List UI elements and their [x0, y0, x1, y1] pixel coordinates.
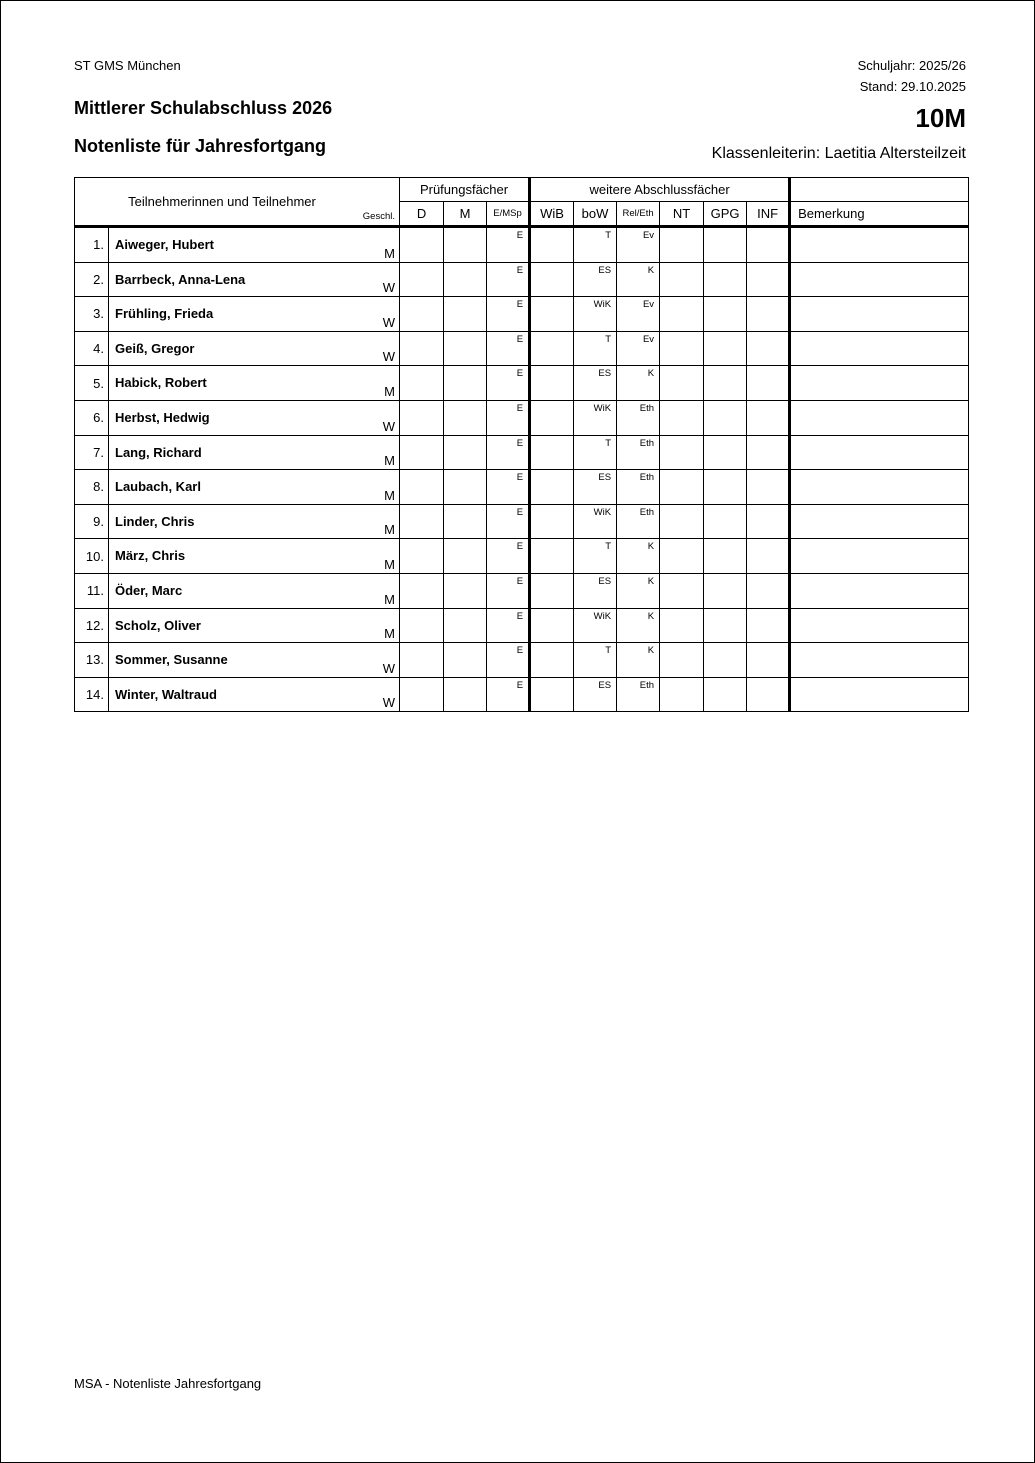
- col-bow: boW: [574, 202, 617, 227]
- grade-cell-releth[interactable]: [617, 262, 660, 297]
- bow-subject: ES: [598, 472, 612, 484]
- grade-cell-m[interactable]: [444, 227, 487, 263]
- grade-cell-d[interactable]: [400, 573, 444, 608]
- grade-cell-bow[interactable]: [574, 643, 617, 678]
- grade-cell-emsp[interactable]: [487, 262, 530, 297]
- table-header: [75, 178, 969, 227]
- grade-cell-inf[interactable]: [747, 539, 790, 574]
- grade-cell-wib[interactable]: [530, 573, 574, 608]
- exam-subjects-header: Prüfungsfächer: [400, 178, 530, 202]
- student-name-cell: [109, 573, 341, 608]
- bow-subject: T: [605, 333, 612, 345]
- grade-cell-inf[interactable]: [747, 470, 790, 505]
- emsp-subject: E: [516, 541, 524, 553]
- grade-cell-wib[interactable]: [530, 608, 574, 643]
- remark-cell[interactable]: [790, 366, 969, 401]
- row-number: 14.: [75, 677, 109, 712]
- releth-subject: K: [647, 645, 655, 657]
- student-name: Geiß, Gregor: [115, 340, 195, 356]
- student-name: Barrbeck, Anna-Lena: [115, 271, 246, 287]
- grade-cell-m[interactable]: [444, 677, 487, 712]
- class-name: 10M: [915, 103, 966, 133]
- student-name: Herbst, Hedwig: [115, 409, 210, 425]
- grade-cell-inf[interactable]: [747, 297, 790, 332]
- grade-cell-wib[interactable]: [530, 643, 574, 678]
- grade-cell-wib[interactable]: [530, 435, 574, 470]
- table-row: [75, 331, 969, 366]
- student-name-cell: [109, 677, 341, 712]
- grade-cell-gpg[interactable]: [704, 608, 747, 643]
- grade-cell-gpg[interactable]: [704, 677, 747, 712]
- grade-cell-inf[interactable]: [747, 608, 790, 643]
- grade-cell-inf[interactable]: [747, 677, 790, 712]
- student-name-cell: [109, 366, 341, 401]
- grade-cell-m[interactable]: [444, 331, 487, 366]
- grade-cell-wib[interactable]: [530, 366, 574, 401]
- grade-cell-gpg[interactable]: [704, 470, 747, 505]
- table-body: [75, 227, 969, 712]
- grade-cell-nt[interactable]: [660, 470, 704, 505]
- student-name: Aiweger, Hubert: [115, 237, 214, 252]
- grade-cell-emsp[interactable]: [487, 227, 530, 263]
- remark-cell[interactable]: [790, 262, 969, 297]
- row-number: 5.: [75, 366, 109, 401]
- remark-cell[interactable]: [790, 400, 969, 435]
- emsp-subject: E: [516, 264, 524, 276]
- student-gender: M: [384, 383, 396, 399]
- grade-cell-bow[interactable]: [574, 400, 617, 435]
- grade-cell-m[interactable]: [444, 643, 487, 678]
- grade-cell-gpg[interactable]: [704, 297, 747, 332]
- grade-cell-inf[interactable]: [747, 366, 790, 401]
- grade-cell-d[interactable]: [400, 677, 444, 712]
- student-name-cell: [109, 227, 341, 263]
- gender-cell: [341, 227, 400, 263]
- grade-cell-nt[interactable]: [660, 608, 704, 643]
- student-name-cell: [109, 608, 341, 643]
- document-subtitle: Notenliste für Jahresfortgang: [74, 136, 327, 156]
- student-name: Lang, Richard: [115, 444, 202, 460]
- gender-cell: [341, 400, 400, 435]
- releth-subject: Ev: [642, 230, 655, 241]
- row-number: 13.: [75, 643, 109, 678]
- grade-cell-bow[interactable]: [574, 470, 617, 505]
- emsp-subject: E: [516, 645, 524, 657]
- student-name-cell: [109, 262, 341, 297]
- grade-cell-bow[interactable]: [574, 227, 617, 263]
- grade-cell-gpg[interactable]: [704, 435, 747, 470]
- row-number: 2.: [75, 262, 109, 297]
- grade-cell-bow[interactable]: [574, 504, 617, 539]
- grade-cell-d[interactable]: [400, 539, 444, 574]
- bow-subject: ES: [598, 575, 612, 587]
- grade-cell-d[interactable]: [400, 297, 444, 332]
- col-nt: NT: [660, 202, 704, 227]
- remark-cell[interactable]: [790, 227, 969, 263]
- row-number: 6.: [75, 400, 109, 435]
- student-gender: M: [384, 556, 396, 572]
- student-name: Linder, Chris: [115, 513, 195, 529]
- student-name-cell: [109, 470, 341, 505]
- bow-subject: T: [605, 230, 612, 241]
- releth-subject: Eth: [639, 679, 655, 691]
- grade-cell-emsp[interactable]: [487, 470, 530, 505]
- grade-cell-d[interactable]: [400, 470, 444, 505]
- status-date: Stand: 29.10.2025: [859, 79, 966, 94]
- grade-cell-bow[interactable]: [574, 677, 617, 712]
- table-row: [75, 608, 969, 643]
- grade-cell-inf[interactable]: [747, 400, 790, 435]
- grade-cell-gpg[interactable]: [704, 539, 747, 574]
- grade-cell-inf[interactable]: [747, 435, 790, 470]
- student-gender: M: [384, 453, 396, 469]
- grade-cell-m[interactable]: [444, 504, 487, 539]
- grade-cell-emsp[interactable]: [487, 504, 530, 539]
- grade-cell-d[interactable]: [400, 504, 444, 539]
- grade-cell-bow[interactable]: [574, 366, 617, 401]
- grade-cell-releth[interactable]: [617, 470, 660, 505]
- bow-subject: WiK: [593, 299, 612, 311]
- bow-subject: T: [605, 541, 612, 553]
- grade-cell-emsp[interactable]: [487, 297, 530, 332]
- releth-subject: K: [647, 541, 655, 553]
- class-teacher: Klassenleiterin: Laetitia Altersteilzeit: [711, 145, 966, 162]
- student-name: Winter, Waltraud: [115, 686, 217, 702]
- table-row: [75, 400, 969, 435]
- grade-cell-gpg[interactable]: [704, 262, 747, 297]
- remark-cell[interactable]: [790, 677, 969, 712]
- grade-cell-releth[interactable]: [617, 435, 660, 470]
- student-gender: W: [382, 349, 396, 365]
- grade-cell-m[interactable]: [444, 435, 487, 470]
- grade-cell-gpg[interactable]: [704, 504, 747, 539]
- releth-subject: Ev: [642, 333, 655, 345]
- gender-cell: [341, 573, 400, 608]
- grade-cell-d[interactable]: [400, 608, 444, 643]
- grade-cell-nt[interactable]: [660, 677, 704, 712]
- grade-cell-bow[interactable]: [574, 608, 617, 643]
- grade-cell-nt[interactable]: [660, 331, 704, 366]
- grade-cell-wib[interactable]: [530, 677, 574, 712]
- grade-cell-wib[interactable]: [530, 227, 574, 263]
- remark-cell[interactable]: [790, 470, 969, 505]
- grade-cell-emsp[interactable]: [487, 643, 530, 678]
- col-emsp: E/MSp: [487, 202, 530, 227]
- participants-label: Teilnehmerinnen und Teilnehmer: [128, 194, 316, 209]
- table-row: [75, 573, 969, 608]
- grade-cell-bow[interactable]: [574, 539, 617, 574]
- gender-cell: [341, 677, 400, 712]
- grade-cell-wib[interactable]: [530, 400, 574, 435]
- grade-cell-gpg[interactable]: [704, 643, 747, 678]
- student-gender: W: [382, 314, 396, 330]
- bow-subject: T: [605, 437, 612, 449]
- releth-subject: Eth: [639, 472, 655, 484]
- table-row: [75, 227, 969, 263]
- table-row: [75, 539, 969, 574]
- gender-cell: [341, 262, 400, 297]
- school-year: Schuljahr: 2025/26: [857, 58, 966, 73]
- student-name-cell: [109, 435, 341, 470]
- releth-subject: Eth: [639, 402, 655, 414]
- student-name: Frühling, Frieda: [115, 306, 214, 322]
- grade-cell-emsp[interactable]: [487, 677, 530, 712]
- grade-cell-emsp[interactable]: [487, 400, 530, 435]
- emsp-subject: E: [516, 402, 524, 414]
- grade-cell-releth[interactable]: [617, 504, 660, 539]
- grade-cell-inf[interactable]: [747, 573, 790, 608]
- grade-cell-wib[interactable]: [530, 539, 574, 574]
- student-name-cell: [109, 400, 341, 435]
- col-bemerkung: Bemerkung: [790, 202, 969, 227]
- row-number: 12.: [75, 608, 109, 643]
- gender-cell: [341, 297, 400, 332]
- col-d: D: [400, 202, 444, 227]
- bow-subject: ES: [598, 679, 612, 691]
- student-gender: M: [384, 522, 396, 538]
- releth-subject: K: [647, 610, 655, 622]
- emsp-subject: E: [516, 679, 524, 691]
- gender-cell: [341, 470, 400, 505]
- gender-cell: [341, 608, 400, 643]
- row-number: 8.: [75, 470, 109, 505]
- student-name: Habick, Robert: [115, 375, 207, 391]
- grade-cell-bow[interactable]: [574, 297, 617, 332]
- grade-cell-nt[interactable]: [660, 435, 704, 470]
- grade-cell-gpg[interactable]: [704, 366, 747, 401]
- participants-header: [75, 178, 400, 227]
- bow-subject: ES: [598, 264, 612, 276]
- grade-cell-d[interactable]: [400, 331, 444, 366]
- grade-cell-inf[interactable]: [747, 262, 790, 297]
- grade-cell-nt[interactable]: [660, 227, 704, 263]
- grade-cell-releth[interactable]: [617, 227, 660, 263]
- student-gender: W: [382, 418, 396, 434]
- col-inf: INF: [747, 202, 790, 227]
- table-row: [75, 297, 969, 332]
- grade-cell-inf[interactable]: [747, 227, 790, 263]
- grade-cell-gpg[interactable]: [704, 331, 747, 366]
- grade-cell-nt[interactable]: [660, 262, 704, 297]
- grades-table: [74, 177, 969, 712]
- student-gender: W: [382, 695, 396, 711]
- grade-cell-inf[interactable]: [747, 643, 790, 678]
- table-row: [75, 470, 969, 505]
- remark-cell[interactable]: [790, 297, 969, 332]
- footer-text: MSA - Notenliste Jahresfortgang: [74, 1376, 262, 1391]
- remark-cell[interactable]: [790, 435, 969, 470]
- row-number: 1.: [75, 227, 109, 263]
- grade-cell-d[interactable]: [400, 400, 444, 435]
- student-gender: M: [384, 245, 396, 261]
- further-subjects-header: weitere Abschlussfächer: [530, 178, 790, 202]
- grade-cell-d[interactable]: [400, 262, 444, 297]
- row-number: 7.: [75, 435, 109, 470]
- bow-subject: ES: [598, 368, 612, 380]
- grade-cell-m[interactable]: [444, 573, 487, 608]
- row-number: 9.: [75, 504, 109, 539]
- remark-header-spacer: [790, 178, 969, 202]
- student-name-cell: [109, 643, 341, 678]
- grade-cell-bow[interactable]: [574, 262, 617, 297]
- emsp-subject: E: [516, 299, 524, 311]
- grade-cell-releth[interactable]: [617, 643, 660, 678]
- emsp-subject: E: [516, 230, 524, 241]
- grade-cell-wib[interactable]: [530, 331, 574, 366]
- grade-cell-releth[interactable]: [617, 400, 660, 435]
- table-row: [75, 262, 969, 297]
- grade-cell-gpg[interactable]: [704, 573, 747, 608]
- grade-cell-m[interactable]: [444, 366, 487, 401]
- grade-cell-wib[interactable]: [530, 504, 574, 539]
- grade-cell-releth[interactable]: [617, 677, 660, 712]
- student-name: Sommer, Susanne: [115, 652, 228, 668]
- gender-cell: [341, 435, 400, 470]
- student-gender: M: [384, 487, 396, 503]
- grade-cell-emsp[interactable]: [487, 331, 530, 366]
- gender-label: Geschl.: [362, 211, 396, 222]
- row-number: 3.: [75, 297, 109, 332]
- gender-cell: [341, 643, 400, 678]
- student-name-cell: [109, 539, 341, 574]
- grade-cell-nt[interactable]: [660, 573, 704, 608]
- grade-cell-nt[interactable]: [660, 366, 704, 401]
- remark-cell[interactable]: [790, 643, 969, 678]
- document-title: Mittlerer Schulabschluss 2026: [74, 98, 333, 118]
- grade-cell-bow[interactable]: [574, 331, 617, 366]
- grade-cell-bow[interactable]: [574, 573, 617, 608]
- grade-cell-nt[interactable]: [660, 539, 704, 574]
- grade-cell-emsp[interactable]: [487, 435, 530, 470]
- student-gender: W: [382, 660, 396, 676]
- student-name-cell: [109, 297, 341, 332]
- grade-cell-gpg[interactable]: [704, 400, 747, 435]
- grade-cell-releth[interactable]: [617, 608, 660, 643]
- emsp-subject: E: [516, 472, 524, 484]
- grade-cell-emsp[interactable]: [487, 539, 530, 574]
- grade-cell-wib[interactable]: [530, 297, 574, 332]
- grade-cell-releth[interactable]: [617, 366, 660, 401]
- col-gpg: GPG: [704, 202, 747, 227]
- grade-cell-releth[interactable]: [617, 539, 660, 574]
- gender-cell: [341, 504, 400, 539]
- grade-cell-emsp[interactable]: [487, 573, 530, 608]
- releth-subject: K: [647, 264, 655, 276]
- bow-subject: WiK: [593, 402, 612, 414]
- table-row: [75, 366, 969, 401]
- bow-subject: WiK: [593, 610, 612, 622]
- grade-cell-d[interactable]: [400, 227, 444, 263]
- row-number: 10.: [75, 539, 109, 574]
- grade-cell-emsp[interactable]: [487, 608, 530, 643]
- gender-cell: [341, 331, 400, 366]
- bow-subject: T: [605, 645, 612, 657]
- emsp-subject: E: [516, 368, 524, 380]
- grade-cell-d[interactable]: [400, 435, 444, 470]
- releth-subject: Eth: [639, 437, 655, 449]
- grade-cell-d[interactable]: [400, 366, 444, 401]
- grade-cell-releth[interactable]: [617, 573, 660, 608]
- grade-cell-releth[interactable]: [617, 331, 660, 366]
- student-name: Laubach, Karl: [115, 479, 201, 495]
- table-row: [75, 677, 969, 712]
- student-name: Öder, Marc: [115, 582, 183, 598]
- remark-cell[interactable]: [790, 573, 969, 608]
- grade-cell-nt[interactable]: [660, 400, 704, 435]
- row-number: 4.: [75, 331, 109, 366]
- table-row: [75, 643, 969, 678]
- releth-subject: Eth: [639, 506, 655, 518]
- releth-subject: Ev: [642, 299, 655, 311]
- remark-cell[interactable]: [790, 608, 969, 643]
- emsp-subject: E: [516, 333, 524, 345]
- col-wib: WiB: [530, 202, 574, 227]
- student-gender: M: [384, 591, 396, 607]
- releth-subject: K: [647, 575, 655, 587]
- grade-cell-inf[interactable]: [747, 331, 790, 366]
- col-releth: Rel/Eth: [617, 202, 660, 227]
- grade-cell-wib[interactable]: [530, 262, 574, 297]
- grade-cell-bow[interactable]: [574, 435, 617, 470]
- emsp-subject: E: [516, 437, 524, 449]
- grade-cell-m[interactable]: [444, 400, 487, 435]
- grade-cell-m[interactable]: [444, 262, 487, 297]
- student-name-cell: [109, 504, 341, 539]
- grade-cell-m[interactable]: [444, 608, 487, 643]
- grade-cell-m[interactable]: [444, 470, 487, 505]
- grade-cell-wib[interactable]: [530, 470, 574, 505]
- remark-cell[interactable]: [790, 504, 969, 539]
- remark-cell[interactable]: [790, 331, 969, 366]
- grade-cell-nt[interactable]: [660, 297, 704, 332]
- grade-cell-releth[interactable]: [617, 297, 660, 332]
- grade-cell-gpg[interactable]: [704, 227, 747, 263]
- emsp-subject: E: [516, 575, 524, 587]
- gender-cell: [341, 539, 400, 574]
- table-row: [75, 504, 969, 539]
- grade-cell-nt[interactable]: [660, 643, 704, 678]
- grade-cell-inf[interactable]: [747, 504, 790, 539]
- emsp-subject: E: [516, 506, 524, 518]
- bow-subject: WiK: [593, 506, 612, 518]
- grade-cell-nt[interactable]: [660, 504, 704, 539]
- student-gender: M: [384, 626, 396, 642]
- student-gender: W: [382, 280, 396, 296]
- grade-cell-d[interactable]: [400, 643, 444, 678]
- school-name: ST GMS München: [74, 58, 181, 73]
- releth-subject: K: [647, 368, 655, 380]
- student-name: Scholz, Oliver: [115, 617, 201, 633]
- col-m: M: [444, 202, 487, 227]
- student-name: März, Chris: [115, 548, 186, 564]
- grade-cell-m[interactable]: [444, 539, 487, 574]
- remark-cell[interactable]: [790, 539, 969, 574]
- student-name-cell: [109, 331, 341, 366]
- row-number: 11.: [75, 573, 109, 608]
- emsp-subject: E: [516, 610, 524, 622]
- gender-cell: [341, 366, 400, 401]
- grade-cell-emsp[interactable]: [487, 366, 530, 401]
- grade-cell-m[interactable]: [444, 297, 487, 332]
- table-row: [75, 435, 969, 470]
